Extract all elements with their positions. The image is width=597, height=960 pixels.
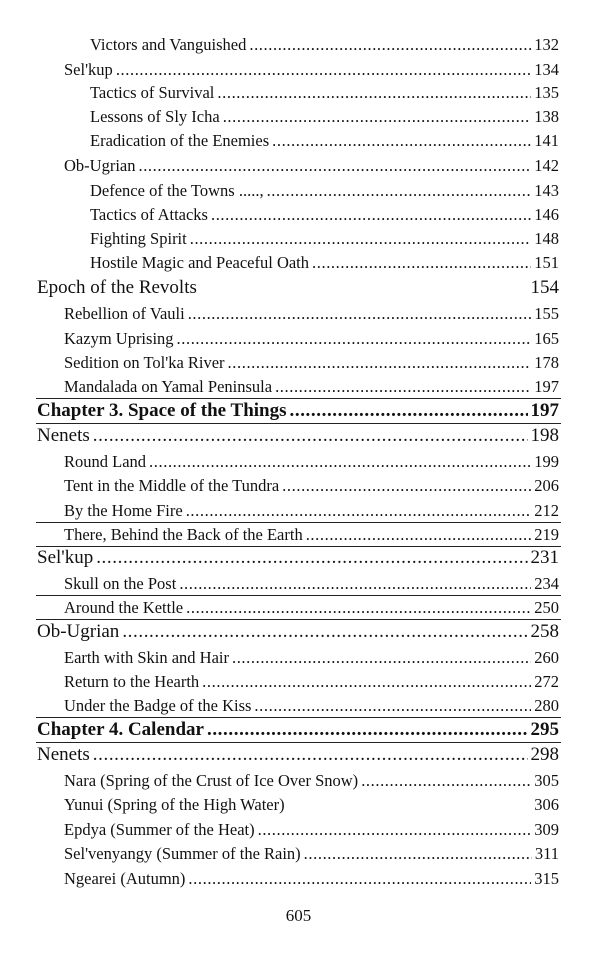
dot-leader bbox=[179, 574, 531, 594]
toc-entry-title: Chapter 4. Calendar bbox=[37, 719, 204, 740]
toc-entry-page: 315 bbox=[534, 869, 559, 888]
toc-entry-page: 260 bbox=[534, 648, 559, 667]
toc-entry bbox=[90, 253, 559, 273]
toc-entry-title: Kazym Uprising bbox=[64, 329, 174, 348]
toc-entry-title: Nenets bbox=[37, 744, 90, 765]
toc-entry-title: Tactics of Survival bbox=[90, 83, 215, 102]
toc-entry-page: 134 bbox=[534, 60, 559, 79]
toc-entry bbox=[64, 156, 559, 176]
dot-leader bbox=[217, 83, 531, 103]
toc-entry bbox=[90, 205, 559, 225]
toc-entry-title: Nenets bbox=[37, 425, 90, 446]
toc-entry bbox=[37, 744, 559, 766]
section-divider bbox=[36, 423, 561, 424]
toc-entry bbox=[90, 181, 559, 201]
toc-entry bbox=[64, 574, 559, 594]
toc-chapter-heading bbox=[37, 400, 559, 422]
toc-entry-title: Epdya (Summer of the Heat) bbox=[64, 820, 255, 839]
toc-entry-title: Around the Kettle bbox=[64, 598, 184, 617]
toc-entry-page: 132 bbox=[534, 35, 559, 54]
toc-entry-page: 311 bbox=[534, 844, 559, 863]
dot-leader bbox=[267, 181, 532, 201]
toc-entry bbox=[64, 696, 559, 716]
toc-entry bbox=[64, 648, 559, 668]
toc-entry-title: Yunui (Spring of the High Water) bbox=[64, 795, 285, 814]
toc-entry bbox=[37, 425, 559, 447]
toc-entry bbox=[37, 277, 559, 299]
dot-leader bbox=[122, 621, 527, 643]
dot-leader bbox=[272, 131, 531, 151]
toc-entry-title: Sedition on Tol'ka River bbox=[64, 353, 225, 372]
toc-entry-page: 178 bbox=[534, 353, 559, 372]
toc-entry bbox=[64, 353, 559, 373]
toc-entry-title: Skull on the Post bbox=[64, 574, 177, 593]
dot-leader bbox=[211, 205, 531, 225]
section-divider bbox=[36, 546, 561, 547]
toc-entry-title: Ob-Ugrian bbox=[37, 621, 120, 642]
page-number: 605 bbox=[285, 906, 312, 925]
toc-entry-title: Tent in the Middle of the Tundra bbox=[64, 476, 280, 495]
toc-entry bbox=[64, 329, 559, 349]
dot-leader bbox=[116, 60, 531, 80]
toc-entry bbox=[90, 107, 559, 127]
dot-leader bbox=[93, 744, 528, 766]
section-divider bbox=[36, 717, 561, 718]
dot-leader bbox=[223, 107, 532, 127]
toc-entry bbox=[64, 771, 559, 791]
dot-leader bbox=[290, 400, 528, 422]
toc-entry-title: Chapter 3. Space of the Things bbox=[37, 400, 287, 421]
dot-leader bbox=[232, 648, 531, 668]
toc-entry bbox=[64, 820, 559, 840]
toc-entry-title: Sel'venyangy (Summer of the Rain) bbox=[64, 844, 301, 863]
toc-entry bbox=[90, 83, 559, 103]
toc-entry-page: 305 bbox=[534, 771, 559, 790]
toc-entry-title: Under the Badge of the Kiss bbox=[64, 696, 252, 715]
toc-entry-title: Epoch of the Revolts bbox=[37, 277, 197, 298]
dot-leader bbox=[228, 353, 532, 373]
dot-leader bbox=[186, 501, 532, 521]
toc-entry bbox=[90, 229, 559, 249]
toc-entry-page: 197 bbox=[530, 400, 559, 421]
dot-leader bbox=[96, 547, 527, 569]
section-divider bbox=[36, 398, 561, 399]
dot-leader bbox=[312, 253, 531, 273]
toc-entry-title: Hostile Magic and Peaceful Oath bbox=[90, 253, 310, 272]
toc-entry-title: There, Behind the Back of the Earth bbox=[64, 525, 303, 544]
toc-entry bbox=[64, 598, 559, 618]
toc-entry bbox=[64, 476, 559, 496]
dot-leader bbox=[177, 329, 532, 349]
toc-entry-page: 234 bbox=[534, 574, 559, 593]
dot-leader bbox=[186, 598, 531, 618]
toc-entry bbox=[64, 672, 559, 692]
toc-entry bbox=[64, 869, 559, 889]
dot-leader bbox=[275, 377, 531, 397]
toc-entry bbox=[64, 795, 559, 815]
dot-leader bbox=[188, 869, 531, 889]
toc-entry bbox=[90, 35, 559, 55]
toc-entry-page: 146 bbox=[534, 205, 559, 224]
toc-entry-title: Return to the Hearth bbox=[64, 672, 200, 691]
toc-entry-page: 143 bbox=[534, 181, 559, 200]
toc-entry-title: Sel'kup bbox=[64, 60, 113, 79]
toc-entry-page: 197 bbox=[534, 377, 559, 396]
dot-leader bbox=[282, 476, 531, 496]
toc-entry-title: Mandalada on Yamal Peninsula bbox=[64, 377, 273, 396]
toc-entry-title: Ngearei (Autumn) bbox=[64, 869, 186, 888]
toc-entry bbox=[64, 377, 559, 397]
toc-entry-title: Fighting Spirit bbox=[90, 229, 187, 248]
toc-entry-title: Sel'kup bbox=[37, 547, 94, 568]
toc-entry-title: Round Land bbox=[64, 452, 147, 471]
toc-entry-title: Rebellion of Vauli bbox=[64, 304, 185, 323]
section-divider bbox=[36, 522, 561, 523]
toc-entry-page: 154 bbox=[530, 277, 559, 298]
toc-entry bbox=[64, 60, 559, 80]
toc-entry bbox=[64, 452, 559, 472]
dot-leader bbox=[258, 820, 532, 840]
toc-entry bbox=[64, 304, 559, 324]
dot-leader bbox=[306, 525, 532, 545]
toc-entry-page: 250 bbox=[534, 598, 559, 617]
toc-entry-page: 138 bbox=[534, 107, 559, 126]
toc-entry-title: By the Home Fire bbox=[64, 501, 183, 520]
dot-leader bbox=[93, 425, 528, 447]
toc-entry-page: 219 bbox=[534, 525, 559, 544]
dot-leader bbox=[304, 844, 532, 864]
toc-entry-page: 212 bbox=[534, 501, 559, 520]
toc-entry-page: 151 bbox=[534, 253, 559, 272]
toc-entry-page: 142 bbox=[534, 156, 559, 175]
toc-entry bbox=[90, 131, 559, 151]
toc-entry-page: 165 bbox=[534, 329, 559, 348]
toc-entry-title: Tactics of Attacks bbox=[90, 205, 208, 224]
toc-entry bbox=[37, 621, 559, 643]
toc-entry bbox=[64, 844, 559, 864]
toc-entry-page: 298 bbox=[530, 744, 559, 765]
toc-entry-page: 135 bbox=[534, 83, 559, 102]
toc-chapter-heading bbox=[37, 719, 559, 741]
toc-entry-title: Earth with Skin and Hair bbox=[64, 648, 229, 667]
section-divider bbox=[36, 619, 561, 620]
toc-entry-page: 148 bbox=[534, 229, 559, 248]
dot-leader bbox=[149, 452, 531, 472]
dot-leader bbox=[202, 672, 531, 692]
toc-entry-page: 231 bbox=[530, 547, 559, 568]
toc-entry-title: Lessons of Sly Icha bbox=[90, 107, 220, 126]
dot-leader bbox=[361, 771, 531, 791]
dot-leader bbox=[249, 35, 531, 55]
toc-entry-page: 280 bbox=[534, 696, 559, 715]
toc-entry-page: 272 bbox=[534, 672, 559, 691]
toc-entry-page: 295 bbox=[530, 719, 559, 740]
dot-leader bbox=[188, 304, 532, 324]
toc-entry-page: 206 bbox=[534, 476, 559, 495]
dot-leader bbox=[138, 156, 531, 176]
dot-leader bbox=[207, 719, 528, 741]
dot-leader bbox=[190, 229, 532, 249]
toc-entry-page: 155 bbox=[534, 304, 559, 323]
toc-entry-title: Eradication of the Enemies bbox=[90, 131, 270, 150]
section-divider bbox=[36, 742, 561, 743]
section-divider bbox=[36, 595, 561, 596]
toc-entry-page: 306 bbox=[534, 795, 559, 814]
toc-entry-page: 141 bbox=[534, 131, 559, 150]
toc-entry-title: Defence of the Towns ....., bbox=[90, 181, 264, 200]
toc-entry-title: Victors and Vanguished bbox=[90, 35, 247, 54]
toc-entry bbox=[64, 525, 559, 545]
toc-entry-title: Ob-Ugrian bbox=[64, 156, 136, 175]
toc-entry bbox=[64, 501, 559, 521]
dot-leader bbox=[254, 696, 531, 716]
toc-entry-page: 309 bbox=[534, 820, 559, 839]
toc-entry-page: 198 bbox=[530, 425, 559, 446]
toc-entry-page: 258 bbox=[530, 621, 559, 642]
toc-entry-title: Nara (Spring of the Crust of Ice Over Snow) bbox=[64, 771, 359, 790]
toc-entry-page: 199 bbox=[534, 452, 559, 471]
toc-entry bbox=[37, 547, 559, 569]
